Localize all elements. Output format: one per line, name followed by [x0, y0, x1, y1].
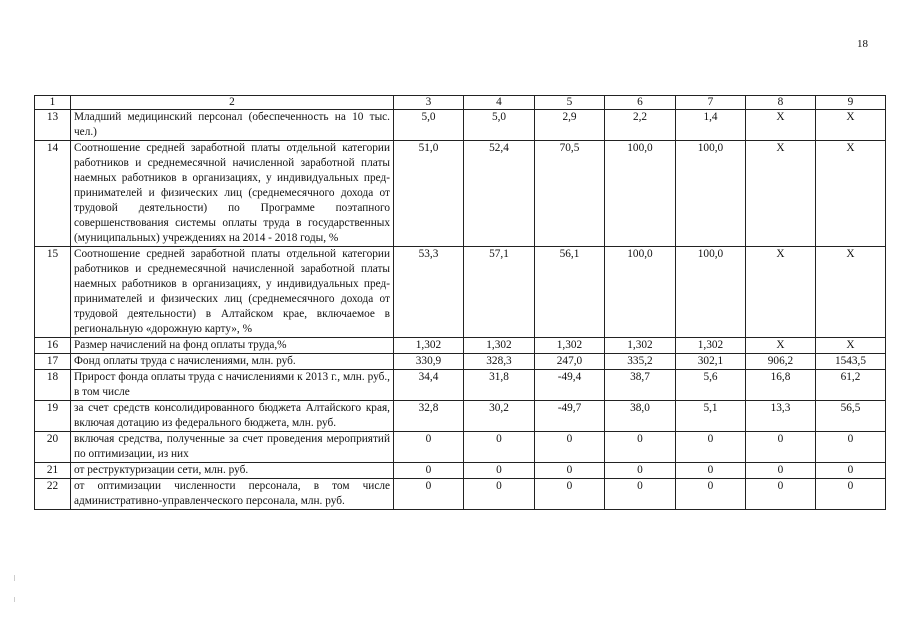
value-cell: 38,0: [605, 401, 676, 432]
value-cell: 30,2: [464, 401, 535, 432]
value-cell: -49,4: [535, 370, 605, 401]
value-cell: 56,5: [816, 401, 886, 432]
indicator-description: Фонд оплаты труда с начислениями, млн. руб.: [71, 354, 394, 370]
value-cell: 906,2: [746, 354, 816, 370]
value-cell: 57,1: [464, 247, 535, 338]
value-cell: 5,1: [676, 401, 746, 432]
value-cell: 0: [535, 463, 605, 479]
table-row: [35, 141, 886, 247]
indicator-description: за счет средств консолидированного бюджета Алтайского края, включая дотацию из федерального бюджета, млн. руб.: [71, 401, 394, 432]
row-number: 20: [35, 432, 71, 463]
column-number: 8: [746, 96, 816, 110]
value-cell: 52,4: [464, 141, 535, 247]
scan-mark: [14, 575, 15, 581]
value-cell: 1,302: [394, 338, 464, 354]
value-cell: 1,302: [605, 338, 676, 354]
value-cell: 31,8: [464, 370, 535, 401]
indicator-description: включая средства, полученные за счет проведения мероприятий по оптимизации, из них: [71, 432, 394, 463]
value-cell: 0: [816, 432, 886, 463]
indicator-description: Размер начислений на фонд оплаты труда,%: [71, 338, 394, 354]
table-row: [35, 338, 886, 354]
indicator-description: от реструктуризации сети, млн. руб.: [71, 463, 394, 479]
column-number: 2: [71, 96, 394, 110]
value-cell: Х: [816, 110, 886, 141]
value-cell: 0: [746, 432, 816, 463]
value-cell: 0: [464, 479, 535, 510]
column-number: 1: [35, 96, 71, 110]
value-cell: Х: [746, 247, 816, 338]
value-cell: 0: [746, 479, 816, 510]
indicator-description: от оптимизации численности персонала, в том числе административно-управленческого персонала, млн. руб.: [71, 479, 394, 510]
value-cell: 302,1: [676, 354, 746, 370]
value-cell: 0: [464, 432, 535, 463]
value-cell: Х: [746, 338, 816, 354]
value-cell: 0: [605, 432, 676, 463]
value-cell: 13,3: [746, 401, 816, 432]
value-cell: 0: [676, 463, 746, 479]
value-cell: -49,7: [535, 401, 605, 432]
row-number: 18: [35, 370, 71, 401]
column-number: 9: [816, 96, 886, 110]
column-number: 7: [676, 96, 746, 110]
value-cell: Х: [746, 141, 816, 247]
value-cell: 0: [464, 463, 535, 479]
page-number: 18: [857, 38, 868, 50]
value-cell: 330,9: [394, 354, 464, 370]
table-row: [35, 432, 886, 463]
value-cell: 70,5: [535, 141, 605, 247]
indicator-description: Прирост фонда оплаты труда с начислениями к 2013 г., млн. руб., в том числе: [71, 370, 394, 401]
column-number: 3: [394, 96, 464, 110]
column-number: 5: [535, 96, 605, 110]
indicator-description: Соотношение средней заработной платы отдельной категории работников и среднемесячной начисленной заработной платы наемных работников в организациях, у индивидуальных предпринимателей и физических лиц (среднемесячного дохода от трудовой деятельности) в Алтайском крае, включаемое в региональную «дорожную карту», %: [71, 247, 394, 338]
value-cell: 0: [535, 479, 605, 510]
value-cell: 34,4: [394, 370, 464, 401]
value-cell: 51,0: [394, 141, 464, 247]
value-cell: 53,3: [394, 247, 464, 338]
value-cell: 0: [676, 479, 746, 510]
value-cell: 5,6: [676, 370, 746, 401]
table-row: [35, 370, 886, 401]
value-cell: Х: [816, 141, 886, 247]
row-number: 21: [35, 463, 71, 479]
value-cell: 100,0: [605, 247, 676, 338]
value-cell: 38,7: [605, 370, 676, 401]
value-cell: 1,302: [464, 338, 535, 354]
value-cell: 0: [394, 463, 464, 479]
value-cell: 16,8: [746, 370, 816, 401]
value-cell: 100,0: [605, 141, 676, 247]
row-number: 19: [35, 401, 71, 432]
value-cell: 0: [676, 432, 746, 463]
value-cell: 100,0: [676, 141, 746, 247]
value-cell: 0: [816, 463, 886, 479]
value-cell: 328,3: [464, 354, 535, 370]
table-row: [35, 110, 886, 141]
table-row: [35, 463, 886, 479]
value-cell: 100,0: [676, 247, 746, 338]
value-cell: 5,0: [464, 110, 535, 141]
value-cell: Х: [816, 247, 886, 338]
value-cell: 1,4: [676, 110, 746, 141]
row-number: 13: [35, 110, 71, 141]
table-row: [35, 247, 886, 338]
value-cell: 0: [816, 479, 886, 510]
column-number: 4: [464, 96, 535, 110]
value-cell: 247,0: [535, 354, 605, 370]
value-cell: 0: [605, 479, 676, 510]
value-cell: 56,1: [535, 247, 605, 338]
value-cell: 1,302: [676, 338, 746, 354]
column-number: 6: [605, 96, 676, 110]
value-cell: Х: [816, 338, 886, 354]
value-cell: 0: [394, 479, 464, 510]
value-cell: 335,2: [605, 354, 676, 370]
row-number: 14: [35, 141, 71, 247]
value-cell: 0: [605, 463, 676, 479]
value-cell: 1543,5: [816, 354, 886, 370]
table-row: [35, 354, 886, 370]
value-cell: 2,2: [605, 110, 676, 141]
value-cell: 0: [746, 463, 816, 479]
row-number: 17: [35, 354, 71, 370]
value-cell: 5,0: [394, 110, 464, 141]
value-cell: 1,302: [535, 338, 605, 354]
value-cell: 2,9: [535, 110, 605, 141]
row-number: 22: [35, 479, 71, 510]
value-cell: 61,2: [816, 370, 886, 401]
scan-mark: [14, 597, 15, 602]
indicators-table: [34, 95, 886, 510]
row-number: 16: [35, 338, 71, 354]
indicator-description: Младший медицинский персонал (обеспеченность на 10 тыс. чел.): [71, 110, 394, 141]
row-number: 15: [35, 247, 71, 338]
value-cell: 0: [535, 432, 605, 463]
table-row: [35, 401, 886, 432]
value-cell: 0: [394, 432, 464, 463]
table-row: [35, 479, 886, 510]
value-cell: Х: [746, 110, 816, 141]
value-cell: 32,8: [394, 401, 464, 432]
indicator-description: Соотношение средней заработной платы отдельной категории работников и среднемесячной начисленной заработной платы наемных работников в организациях, у индивидуальных предпринимателей и физических лиц (среднемесячного дохода от трудовой деятельности) по Программе поэтапного совершенствования системы оплаты труда в государственных (муниципальных) учреждениях на 2014 - 2018 годы, %: [71, 141, 394, 247]
column-number-row: [35, 96, 886, 110]
